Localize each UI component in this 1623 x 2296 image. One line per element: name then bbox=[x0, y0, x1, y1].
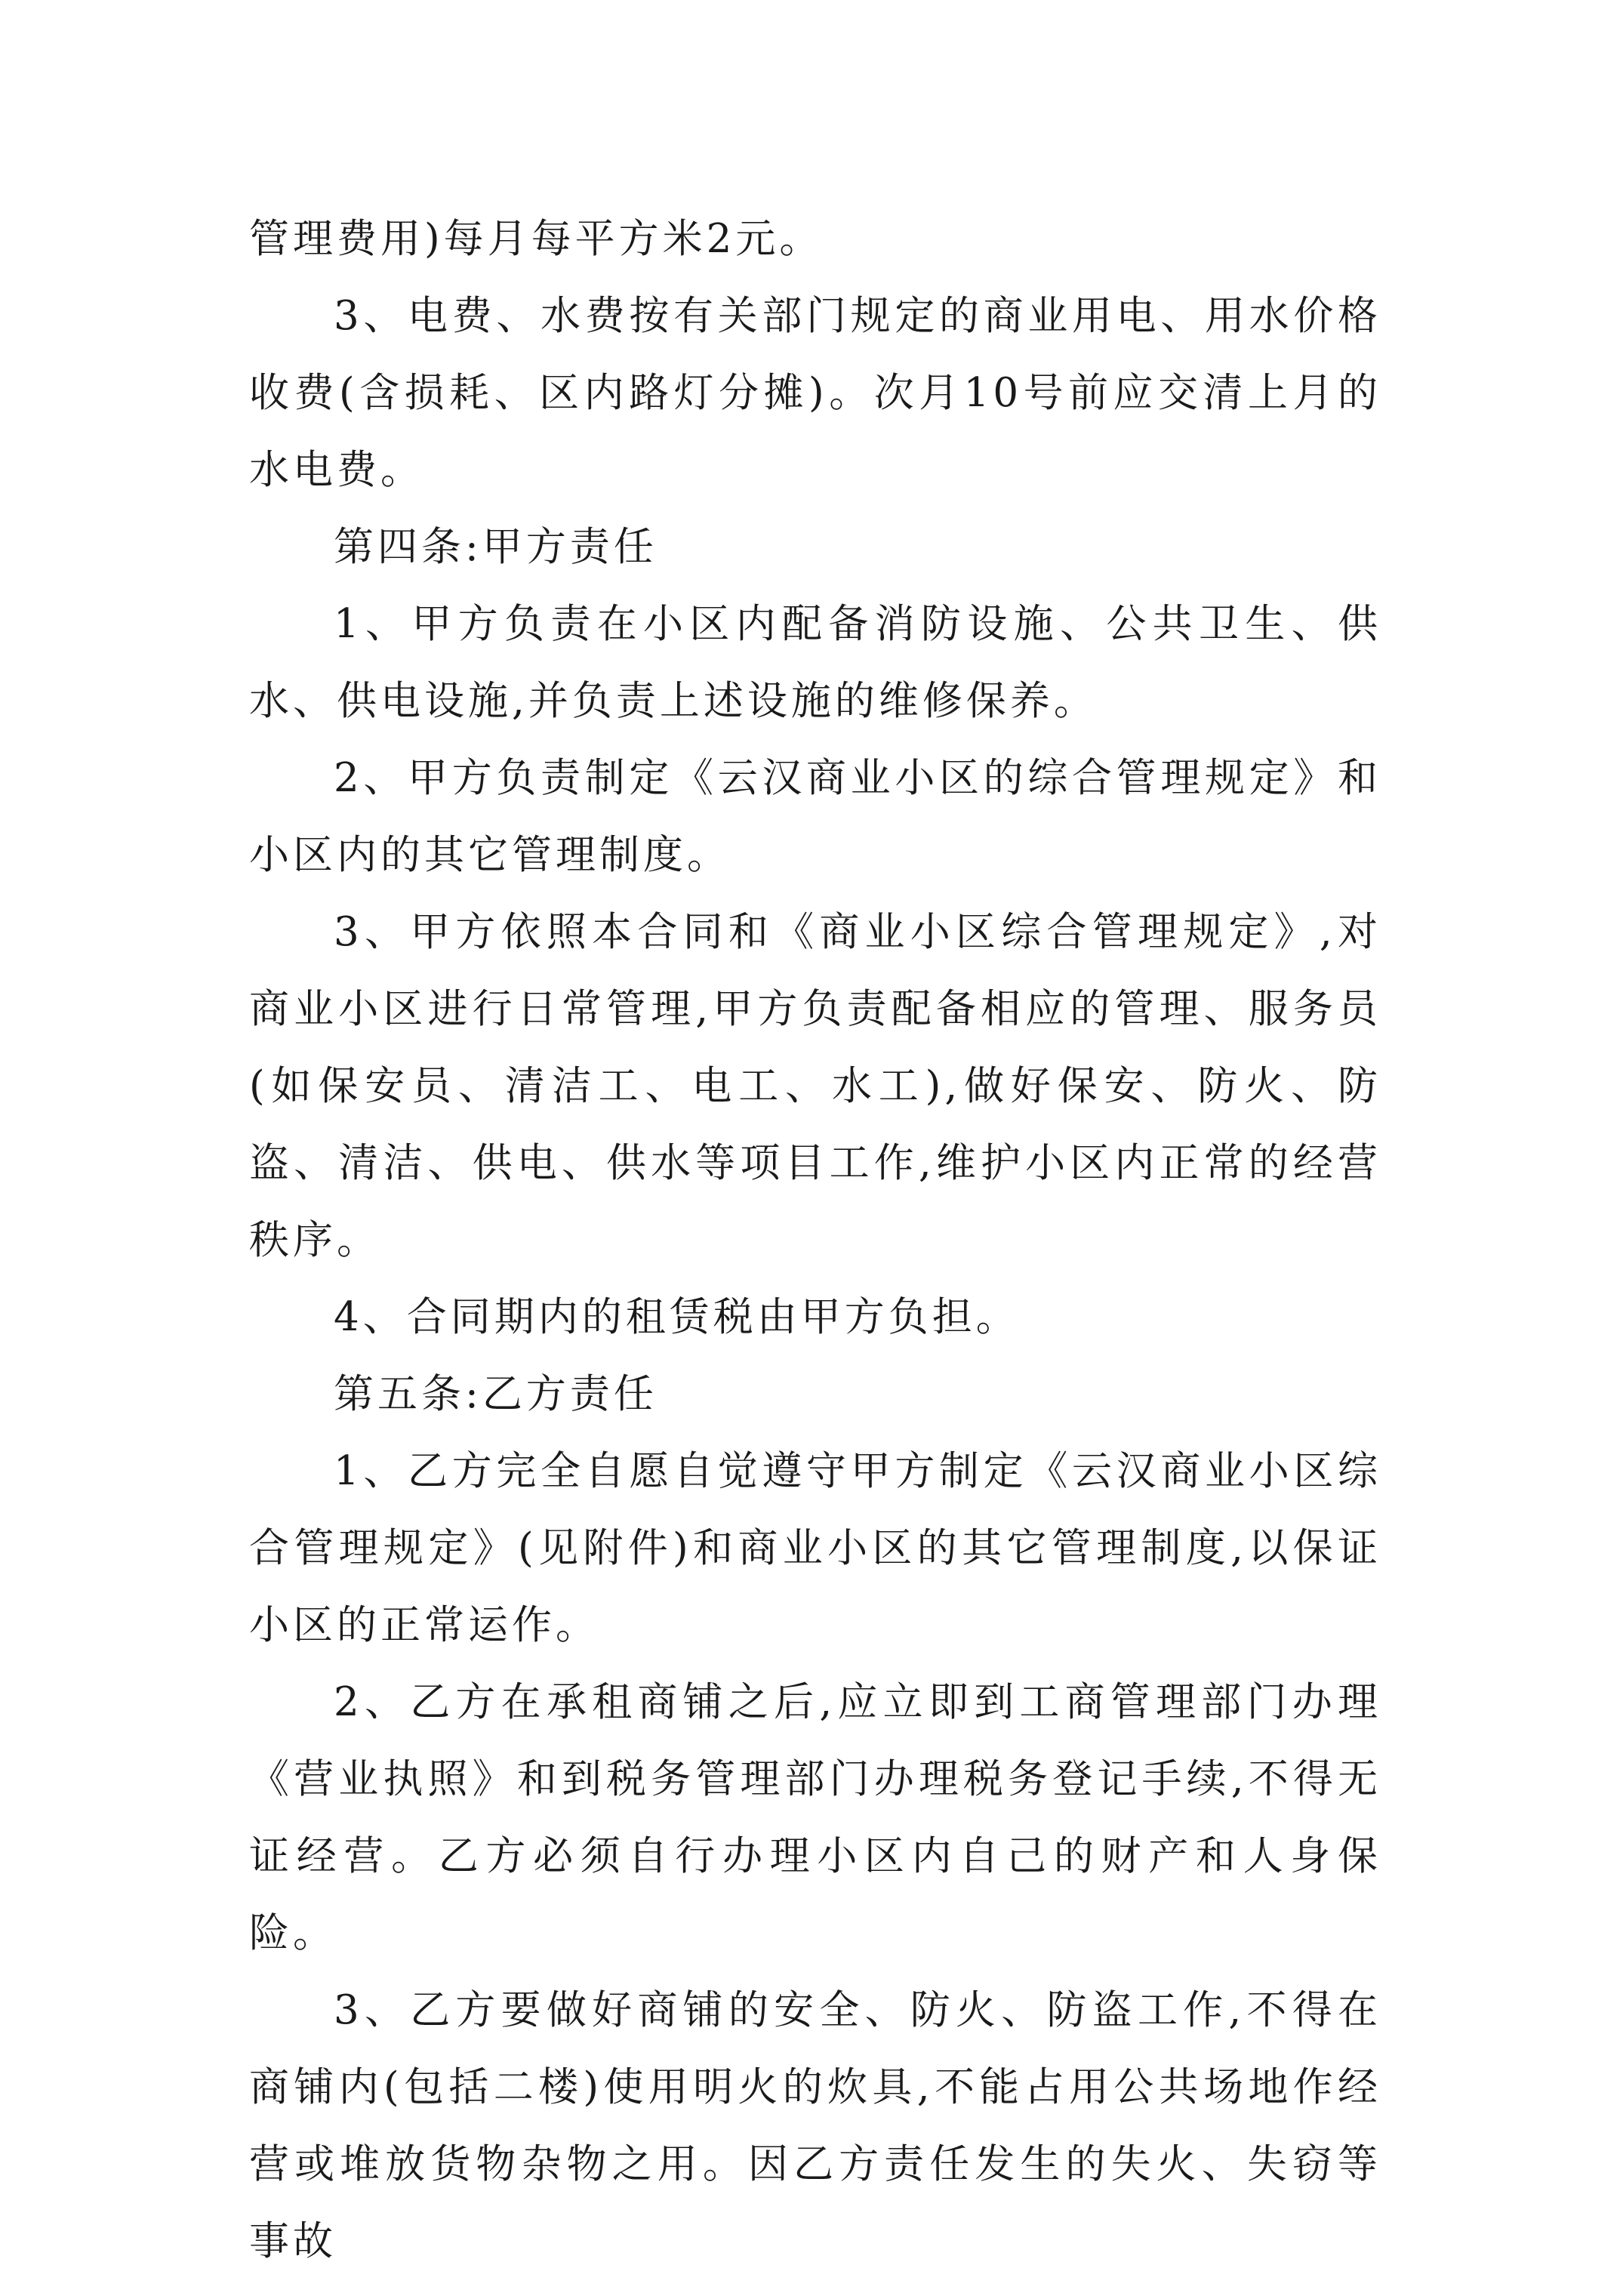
heading-article-5: 第五条:乙方责任 bbox=[334, 1371, 658, 1417]
paragraph-continuation: 管理费用)每月每平方米2元。 bbox=[249, 216, 824, 262]
paragraph-article-5-item-1: 1、乙方完全自愿自觉遵守甲方制定《云汉商业小区综合管理规定》(见附件)和商业小区的其它管理制度,以保证小区的正常运作。 bbox=[249, 1448, 1381, 1648]
heading-article-4: 第四条:甲方责任 bbox=[334, 524, 658, 570]
document-body bbox=[249, 201, 1381, 2280]
paragraph-article-5-item-3: 3、乙方要做好商铺的安全、防火、防盗工作,不得在商铺内(包括二楼)使用明火的炊具,不能占用公共场地作经营或堆放货物杂物之用。因乙方责任发生的失火、失窃等事故 bbox=[249, 1987, 1381, 2264]
paragraph-article-5-item-2: 2、乙方在承租商铺之后,应立即到工商管理部门办理《营业执照》和到税务管理部门办理税务登记手续,不得无证经营。乙方必须自行办理小区内自己的财产和人身保险。 bbox=[249, 1679, 1381, 1956]
paragraph-article-4-item-3: 3、甲方依照本合同和《商业小区综合管理规定》,对商业小区进行日常管理,甲方负责配备相应的管理、服务员(如保安员、清洁工、电工、水工),做好保安、防火、防盗、清洁、供电、供水等项目工作,维护小区内正常的经营秩序。 bbox=[249, 909, 1381, 1263]
paragraph-article-4-item-2: 2、甲方负责制定《云汉商业小区的综合管理规定》和小区内的其它管理制度。 bbox=[249, 755, 1381, 878]
paragraph-clause-3-utilities: 3、电费、水费按有关部门规定的商业用电、用水价格收费(含损耗、区内路灯分摊)。次月10号前应交清上月的水电费。 bbox=[249, 293, 1381, 493]
paragraph-article-4-item-1: 1、甲方负责在小区内配备消防设施、公共卫生、供水、供电设施,并负责上述设施的维修保养。 bbox=[249, 601, 1381, 724]
paragraph-article-4-item-4: 4、合同期内的租赁税由甲方负担。 bbox=[334, 1294, 1020, 1340]
